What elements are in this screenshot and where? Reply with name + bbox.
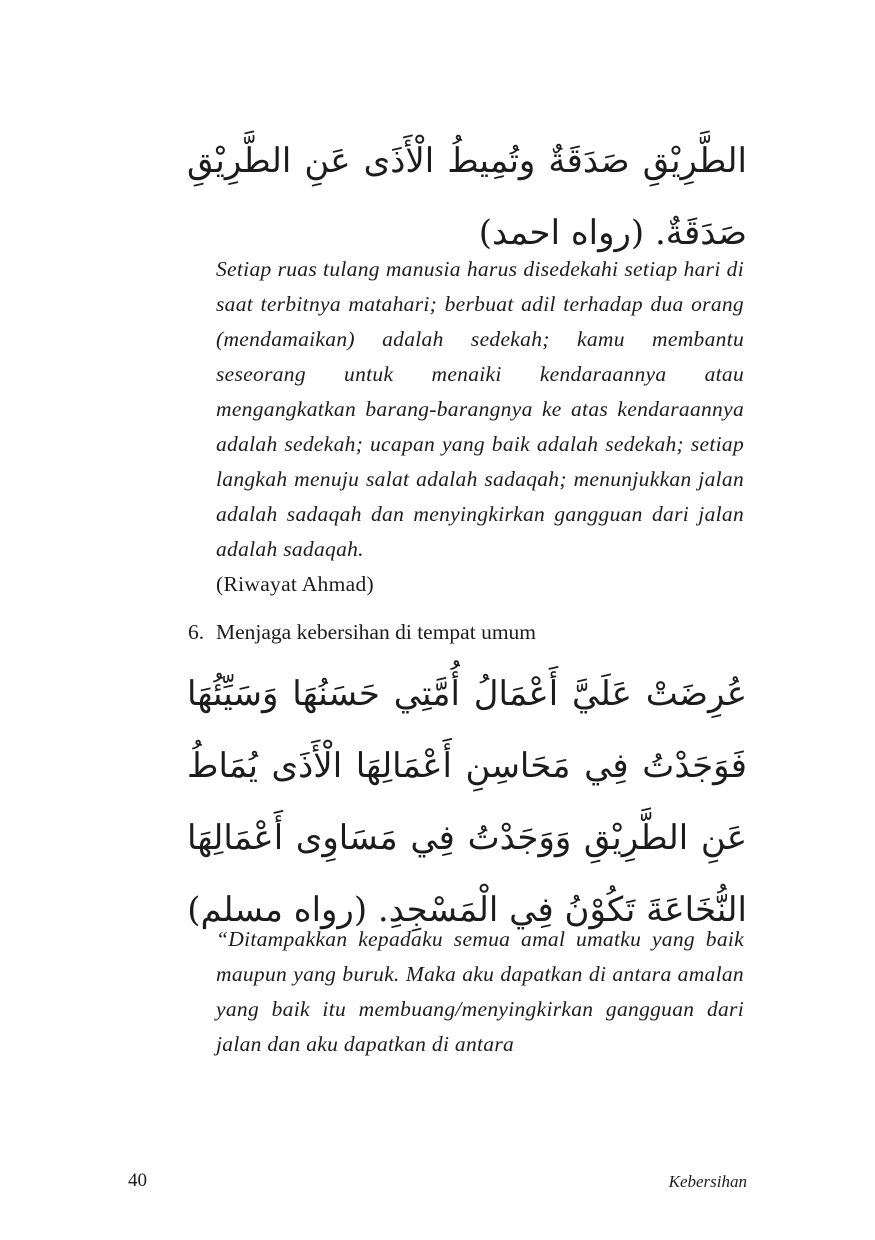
hadith-translation-2: “Ditampakkan kepadaku semua amal umatku yang baik maupun yang buruk. Maka aku dapatkan di antara amalan yang baik itu membuang/menyingkirkan gangguan dari jalan dan aku dapatkan di antara (216, 927, 744, 1056)
arabic-hadith-text-2: عُرِضَتْ عَلَيَّ أَعْمَالُ أُمَّتِي حَسَنُهَا وَسَيِّئُهَا فَوَجَدْتُ فِي مَحَاسِنِ أَعْمَالِهَا الْأَذَى يُمَاطُ عَنِ الطَّرِيْقِ وَوَجَدْتُ فِي مَسَاوِى أَعْمَالِهَا النُّخَاعَةَ تَكُوْنُ فِي الْمَسْجِدِ. (رواه مسلم) (187, 674, 747, 930)
hadith-translation-1 (216, 252, 744, 602)
page-number: 40 (128, 1170, 147, 1191)
list-item-label: Menjaga kebersihan di tempat umum (216, 620, 537, 644)
running-footer-title: Kebersihan (668, 1172, 747, 1191)
list-item-6 (188, 615, 536, 650)
arabic-hadith-text-1: الطَّرِيْقِ صَدَقَةٌ وتُمِيطُ الْأَذَى عَنِ الطَّرِيْقِ صَدَقَةٌ. (رواه احمد) (187, 141, 747, 253)
list-item-number: 6. (188, 620, 205, 644)
translation-text: Setiap ruas tulang manusia harus disedekahi setiap hari di saat terbitnya matahari; berbuat adil terhadap dua orang (mendamaikan) adalah sedekah; kamu membantu seseorang untuk menaiki kendaraannya atau mengangkatkan barang-barangnya ke atas kendaraannya adalah sedekah; ucapan yang baik adalah sedekah; setiap langkah menuju salat adalah sadaqah; menunjukkan jalan adalah sadaqah dan menyingkirkan gangguan dari jalan adalah sadaqah. (216, 257, 744, 561)
hadith-source: (Riwayat Ahmad) (216, 572, 374, 596)
